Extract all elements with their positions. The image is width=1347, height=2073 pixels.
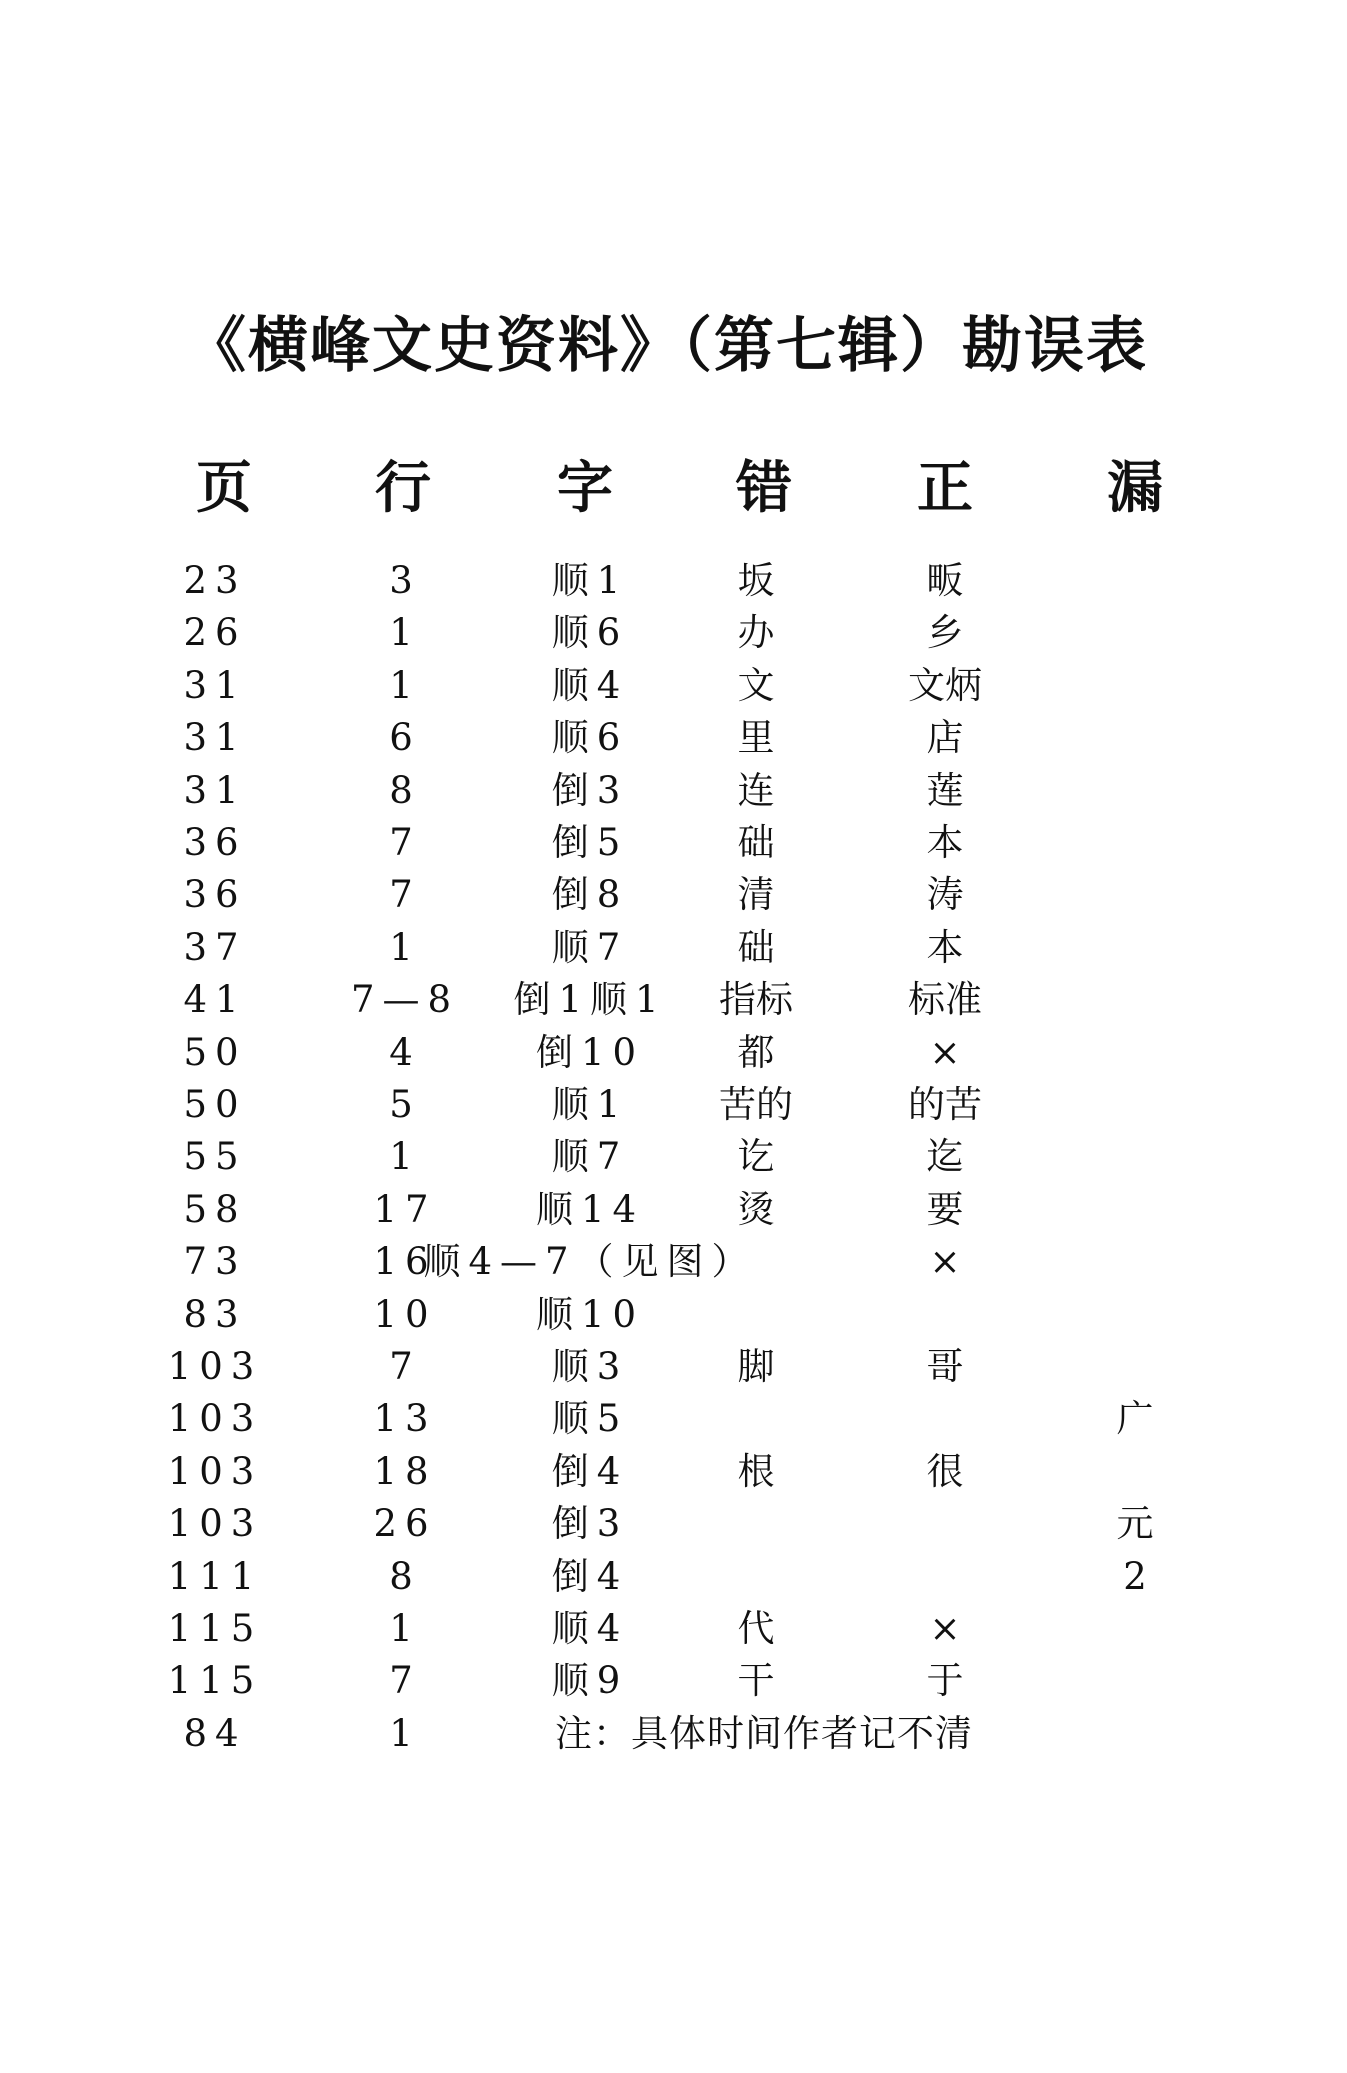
cell-char: 顺7 [551,1135,629,1179]
cell-correct: 本 [926,925,964,969]
cell-line: 1 [389,925,421,969]
cell-page: 103 [167,1502,263,1546]
cell-correct: 哥 [926,1345,964,1388]
cell-line: 8 [389,768,421,812]
table-row [0,1655,1347,1707]
cell-page: 83 [183,1292,247,1336]
cell-page: 36 [183,821,247,864]
cell-line: 7—8 [350,978,460,1022]
cell-correct: 本 [926,821,964,864]
cell-line: 1 [389,1607,421,1650]
cell-correct: 文炳 [908,663,982,707]
header-char: 字 [557,455,613,521]
cell-wrong: 根 [737,1449,775,1493]
cell-page: 103 [167,1345,263,1388]
table-row [0,555,1347,607]
table-row [0,1708,1347,1760]
cell-wrong: 指标 [719,978,793,1022]
cell-wrong: 代 [737,1607,775,1650]
cell-wrong: 清 [737,873,775,917]
table-row [0,660,1347,712]
cell-line: 5 [389,1083,421,1126]
cell-page: 115 [167,1607,263,1650]
cell-line: 17 [373,1187,437,1231]
cell-char: 顺1 [551,1083,629,1126]
cell-wrong: 础 [737,821,775,864]
cell-correct: 畈 [926,559,964,602]
cell-page: 50 [183,1030,247,1074]
cell-wrong: 坂 [737,559,775,602]
table-row [0,922,1347,974]
table-row [0,1393,1347,1445]
table-row [0,1603,1347,1655]
cell-char: 倒4 [551,1449,629,1493]
cell-wrong: 苦的 [719,1083,793,1126]
cell-wrong: 干 [737,1659,775,1703]
cell-line: 18 [373,1449,437,1493]
cell-missing: 元 [1116,1502,1154,1546]
table-row [0,1289,1347,1341]
footnote: 注：具体时间作者记不清 [555,1711,973,1755]
page-title: 《横峰文史资料》（第七辑）勘误表 [186,311,1148,381]
cell-char: 倒1顺1 [513,978,667,1022]
cell-line: 1 [389,663,421,707]
cell-char: 顺4—7（见图） [423,1240,757,1284]
cell-char: 倒5 [551,821,629,864]
cell-line: 26 [373,1502,437,1546]
cell-correct: 的苦 [908,1083,982,1126]
table-row [0,607,1347,659]
cell-page: 111 [167,1554,263,1598]
cell-line: 6 [389,716,421,760]
cell-page: 55 [183,1135,247,1179]
cell-missing: 广 [1116,1397,1154,1441]
cell-page: 103 [167,1397,263,1441]
cell-correct: × [929,1607,961,1650]
cell-page: 73 [183,1240,247,1284]
cell-page: 23 [183,559,247,602]
cell-page: 37 [183,925,247,969]
cell-correct: 于 [926,1659,964,1703]
cell-char: 顺5 [551,1397,629,1441]
cell-correct: 很 [926,1449,964,1493]
cell-char: 顺6 [551,611,629,655]
header-page: 页 [196,455,252,521]
header-line: 行 [375,455,431,521]
table-row [0,1184,1347,1236]
cell-page: 26 [183,611,247,655]
cell-char: 顺10 [535,1292,645,1336]
cell-correct: 店 [926,716,964,760]
header-wrong: 错 [736,455,792,521]
cell-page: 31 [183,663,247,707]
cell-char: 顺4 [551,663,629,707]
cell-char: 顺6 [551,716,629,760]
cell-correct: 乡 [926,611,964,655]
cell-page: 50 [183,1083,247,1126]
cell-char: 倒3 [551,768,629,812]
cell-char: 倒8 [551,873,629,917]
cell-line: 8 [389,1554,421,1598]
table-row [0,1446,1347,1498]
cell-wrong: 脚 [737,1345,775,1388]
cell-char: 顺3 [551,1345,629,1388]
cell-wrong: 础 [737,925,775,969]
cell-char: 倒10 [535,1030,645,1074]
cell-wrong: 里 [737,716,775,760]
table-row [0,1551,1347,1603]
cell-line: 13 [373,1397,437,1441]
table-row [0,1341,1347,1393]
cell-missing: 2 [1123,1554,1147,1598]
table-row [0,1079,1347,1131]
cell-wrong: 办 [737,611,775,655]
cell-char: 顺14 [535,1187,645,1231]
table-row [0,1027,1347,1079]
cell-char: 顺1 [551,559,629,602]
cell-correct: × [929,1240,961,1284]
cell-correct: 标准 [908,978,982,1022]
cell-page: 84 [183,1711,247,1755]
cell-wrong: 烫 [737,1187,775,1231]
table-row [0,869,1347,921]
table-row [0,1498,1347,1550]
cell-line: 1 [389,1135,421,1179]
table-row [0,817,1347,869]
cell-wrong: 文 [737,663,775,707]
header-missing: 漏 [1107,455,1163,521]
cell-wrong: 都 [737,1030,775,1074]
table-row [0,765,1347,817]
cell-wrong: 连 [737,768,775,812]
cell-char: 顺4 [551,1607,629,1650]
table-row [0,1131,1347,1183]
cell-correct: 要 [926,1187,964,1231]
cell-page: 36 [183,873,247,917]
cell-page: 115 [167,1659,263,1703]
cell-page: 31 [183,716,247,760]
cell-line: 1 [389,611,421,655]
cell-line: 4 [389,1030,421,1074]
cell-correct: 迄 [926,1135,964,1179]
cell-line: 1 [389,1711,421,1755]
cell-page: 31 [183,768,247,812]
cell-line: 3 [389,559,421,602]
cell-line: 7 [389,1345,421,1388]
table-row [0,712,1347,764]
cell-line: 7 [389,821,421,864]
cell-correct: × [929,1030,961,1074]
cell-char: 顺7 [551,925,629,969]
header-correct: 正 [917,455,973,521]
cell-page: 58 [183,1187,247,1231]
cell-wrong: 讫 [737,1135,775,1179]
cell-page: 103 [167,1449,263,1493]
cell-line: 16 [373,1240,437,1284]
table-row [0,974,1347,1026]
cell-page: 41 [183,978,247,1022]
cell-correct: 涛 [926,873,964,917]
cell-line: 10 [373,1292,437,1336]
cell-char: 倒3 [551,1502,629,1546]
table-row [0,1236,1347,1288]
cell-char: 顺9 [551,1659,629,1703]
cell-char: 倒4 [551,1554,629,1598]
cell-line: 7 [389,1659,421,1703]
cell-line: 7 [389,873,421,917]
cell-correct: 莲 [926,768,964,812]
